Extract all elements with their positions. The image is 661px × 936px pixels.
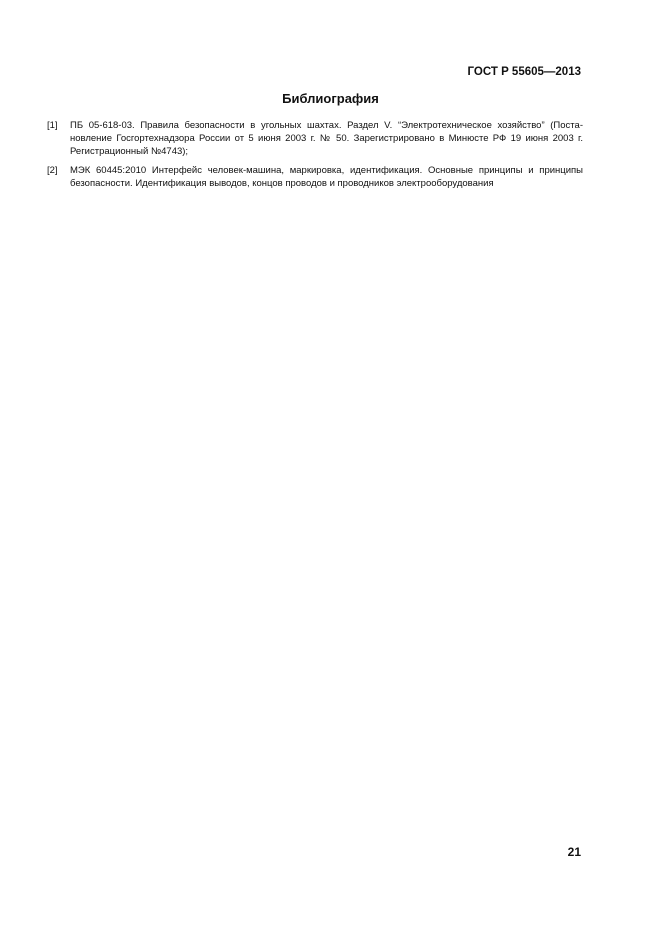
document-code: ГОСТ Р 55605—2013 [467, 66, 581, 78]
entry-number: [1] [47, 120, 58, 131]
page-title: Библиография [282, 91, 379, 106]
entry-text: ПБ 05-618-03. Правила безопасности в угольных шахтах. Раздел V. “Электротехническое хозяйство” (Постановление Госгортехнадзора России от 5 июня 2003 г. № 50. Зарегистрировано в Минюсте РФ 19 июня 2003 г. Регистрационный №4743); [70, 120, 583, 157]
entry-number: [2] [47, 165, 58, 176]
entry-text: МЭК 60445:2010 Интерфейс человек-машина, маркировка, идентификация. Основные принципы и принципы безопасности. Идентификация выводов, концов проводов и проводников электрооборудования [70, 165, 583, 189]
bibliography-entry [47, 119, 583, 158]
page-number: 21 [567, 845, 581, 859]
bibliography-list [47, 119, 583, 196]
bibliography-entry [47, 164, 583, 190]
